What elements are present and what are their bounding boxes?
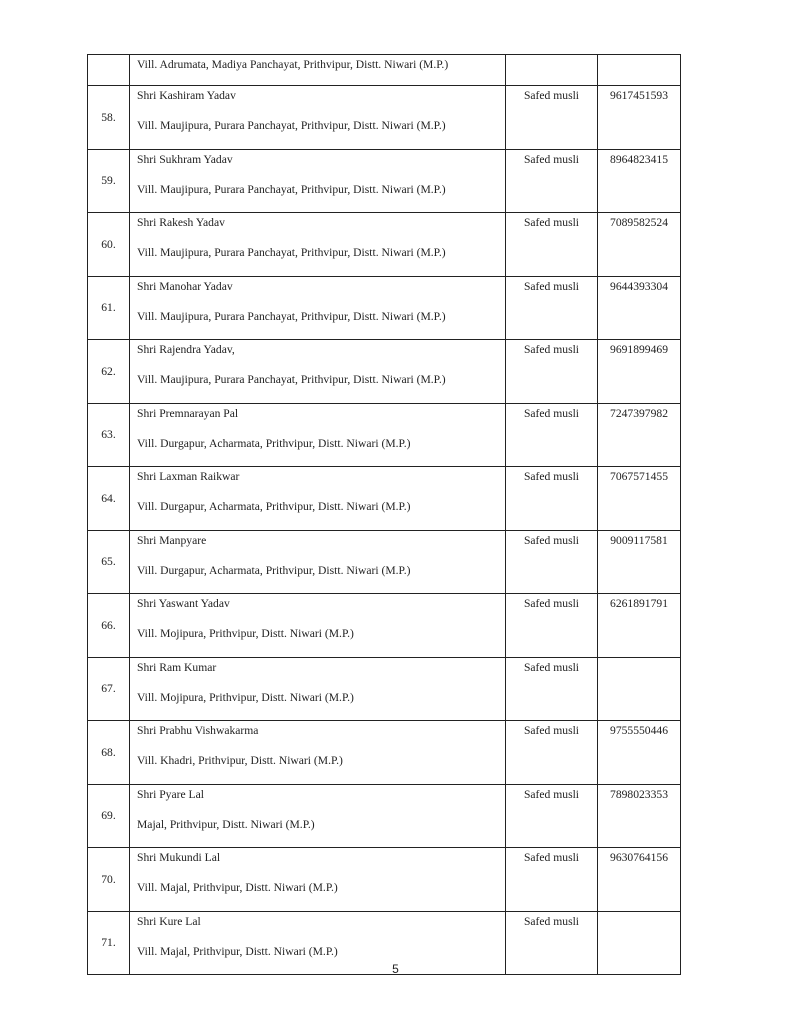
name-address-cell xyxy=(130,55,506,86)
phone-cell xyxy=(598,55,681,86)
address-text: Vill. Maujipura, Purara Panchayat, Prithvipur, Distt. Niwari (M.P.) xyxy=(137,182,446,196)
table-row xyxy=(88,276,681,340)
farmer-name: Shri Ram Kumar xyxy=(137,660,217,674)
table-row xyxy=(88,340,681,404)
serial-cell: 67. xyxy=(88,657,130,721)
serial-cell: 70. xyxy=(88,848,130,912)
phone-cell: 9691899469 xyxy=(598,340,681,404)
address-text: Vill. Maujipura, Purara Panchayat, Prithvipur, Distt. Niwari (M.P.) xyxy=(137,309,446,323)
address-text: Vill. Adrumata, Madiya Panchayat, Prithvipur, Distt. Niwari (M.P.) xyxy=(137,58,449,71)
phone-cell: 7898023353 xyxy=(598,784,681,848)
table-row xyxy=(88,848,681,912)
serial-cell: 59. xyxy=(88,149,130,213)
serial-cell: 65. xyxy=(88,530,130,594)
name-address-cell xyxy=(130,276,506,340)
serial-cell: 71. xyxy=(88,911,130,975)
serial-cell: 66. xyxy=(88,594,130,658)
table-row xyxy=(88,86,681,150)
farmer-name: Shri Laxman Raikwar xyxy=(137,470,240,483)
phone-cell xyxy=(598,657,681,721)
crop-cell: Safed musli xyxy=(506,721,598,785)
table-row xyxy=(88,467,681,531)
phone-cell: 9644393304 xyxy=(598,276,681,340)
farmer-name: Shri Manpyare xyxy=(137,533,207,547)
farmer-table xyxy=(87,54,681,975)
farmer-name: Shri Yaswant Yadav xyxy=(137,597,230,610)
crop-cell: Safed musli xyxy=(506,784,598,848)
farmer-name: Shri Premnarayan Pal xyxy=(137,406,239,420)
crop-cell: Safed musli xyxy=(506,467,598,531)
table-row xyxy=(88,721,681,785)
farmer-name: Shri Pyare Lal xyxy=(137,787,204,801)
serial-cell: 64. xyxy=(88,467,130,531)
name-address-cell xyxy=(130,530,506,594)
phone-cell: 9755550446 xyxy=(598,721,681,785)
phone-cell: 7247397982 xyxy=(598,403,681,467)
address-text: Vill. Maujipura, Purara Panchayat, Prithvipur, Distt. Niwari (M.P.) xyxy=(137,373,446,386)
crop-cell: Safed musli xyxy=(506,276,598,340)
farmer-name: Shri Rakesh Yadav xyxy=(137,216,225,229)
address-text: Vill. Durgapur, Acharmata, Prithvipur, Distt. Niwari (M.P.) xyxy=(137,500,411,513)
address-text: Majal, Prithvipur, Distt. Niwari (M.P.) xyxy=(137,817,315,831)
table-row xyxy=(88,594,681,658)
crop-cell: Safed musli xyxy=(506,149,598,213)
crop-cell: Safed musli xyxy=(506,594,598,658)
farmer-name: Shri Kure Lal xyxy=(137,914,201,928)
crop-cell: Safed musli xyxy=(506,657,598,721)
address-text: Vill. Maujipura, Purara Panchayat, Prithvipur, Distt. Niwari (M.P.) xyxy=(137,119,446,132)
crop-cell: Safed musli xyxy=(506,86,598,150)
name-address-cell xyxy=(130,340,506,404)
name-address-cell xyxy=(130,848,506,912)
table-row xyxy=(88,213,681,277)
name-address-cell xyxy=(130,657,506,721)
serial-cell: 62. xyxy=(88,340,130,404)
crop-cell: Safed musli xyxy=(506,213,598,277)
crop-cell xyxy=(506,55,598,86)
name-address-cell xyxy=(130,467,506,531)
serial-cell: 60. xyxy=(88,213,130,277)
crop-cell: Safed musli xyxy=(506,340,598,404)
address-text: Vill. Durgapur, Acharmata, Prithvipur, Distt. Niwari (M.P.) xyxy=(137,563,411,577)
crop-cell: Safed musli xyxy=(506,911,598,975)
name-address-cell xyxy=(130,149,506,213)
table-row-continuation xyxy=(88,55,681,86)
address-text: Vill. Maujipura, Purara Panchayat, Prithvipur, Distt. Niwari (M.P.) xyxy=(137,246,446,259)
page-number: 5 xyxy=(392,962,399,976)
phone-cell: 6261891791 xyxy=(598,594,681,658)
phone-cell: 7089582524 xyxy=(598,213,681,277)
name-address-cell xyxy=(130,784,506,848)
phone-cell: 8964823415 xyxy=(598,149,681,213)
table-row xyxy=(88,657,681,721)
farmer-name: Shri Mukundi Lal xyxy=(137,851,221,864)
serial-cell: 61. xyxy=(88,276,130,340)
phone-cell: 9009117581 xyxy=(598,530,681,594)
address-text: Vill. Mojipura, Prithvipur, Distt. Niwari (M.P.) xyxy=(137,627,354,640)
table-row xyxy=(88,149,681,213)
farmer-name: Shri Kashiram Yadav xyxy=(137,89,236,102)
table-row xyxy=(88,530,681,594)
serial-cell: 69. xyxy=(88,784,130,848)
address-text: Vill. Majal, Prithvipur, Distt. Niwari (M.P.) xyxy=(137,944,338,958)
address-text: Vill. Khadri, Prithvipur, Distt. Niwari (M.P.) xyxy=(137,754,343,767)
phone-cell: 7067571455 xyxy=(598,467,681,531)
table-row xyxy=(88,403,681,467)
address-text: Vill. Majal, Prithvipur, Distt. Niwari (M.P.) xyxy=(137,881,338,894)
phone-cell: 9617451593 xyxy=(598,86,681,150)
farmer-name: Shri Prabhu Vishwakarma xyxy=(137,724,259,737)
farmer-name: Shri Sukhram Yadav xyxy=(137,152,233,166)
serial-cell: 63. xyxy=(88,403,130,467)
crop-cell: Safed musli xyxy=(506,530,598,594)
farmer-name: Shri Manohar Yadav xyxy=(137,279,233,293)
farmer-name: Shri Rajendra Yadav, xyxy=(137,343,235,356)
serial-cell: 68. xyxy=(88,721,130,785)
name-address-cell xyxy=(130,594,506,658)
name-address-cell xyxy=(130,86,506,150)
serial-cell xyxy=(88,55,130,86)
name-address-cell xyxy=(130,213,506,277)
table-row xyxy=(88,784,681,848)
crop-cell: Safed musli xyxy=(506,403,598,467)
address-text: Vill. Durgapur, Acharmata, Prithvipur, Distt. Niwari (M.P.) xyxy=(137,436,411,450)
name-address-cell xyxy=(130,403,506,467)
name-address-cell xyxy=(130,721,506,785)
crop-cell: Safed musli xyxy=(506,848,598,912)
phone-cell: 9630764156 xyxy=(598,848,681,912)
serial-cell: 58. xyxy=(88,86,130,150)
address-text: Vill. Mojipura, Prithvipur, Distt. Niwari (M.P.) xyxy=(137,690,354,704)
